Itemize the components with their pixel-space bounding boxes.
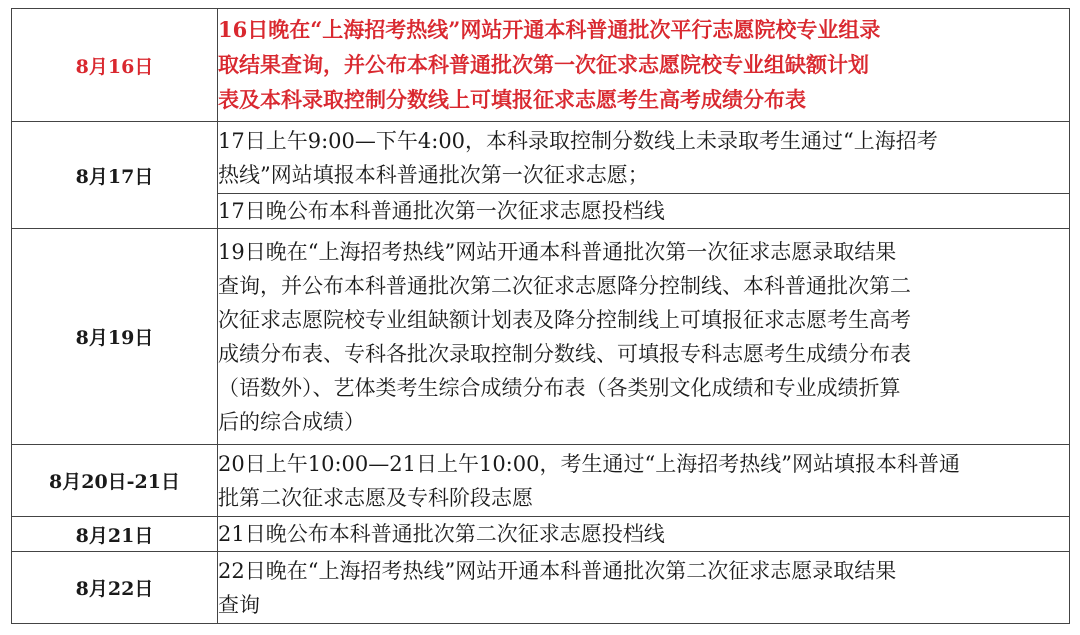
description-cell: 17日上午9:00—下午4:00，本科录取控制分数线上未录取考生通过“上海招考 热线”网站填报本科普通批次第一次征求志愿； [218, 122, 1070, 194]
description-cell: 16日晚在“上海招考热线”网站开通本科普通批次平行志愿院校专业组录 取结果查询，并公布本科普通批次第一次征求志愿院校专业组缺额计划 表及本科录取控制分数线上可填报征求志愿考生高考成绩分布表 [218, 9, 1070, 122]
description-cell: 21日晚公布本科普通批次第二次征求志愿投档线 [218, 517, 1070, 552]
date-cell: 8月19日 [12, 229, 218, 445]
table-row [12, 122, 1070, 194]
description-cell: 19日晚在“上海招考热线”网站开通本科普通批次第一次征求志愿录取结果 查询，并公布本科普通批次第二次征求志愿降分控制线、本科普通批次第二 次征求志愿院校专业组缺额计划表及降分控制线上可填报征求志愿考生高考 成绩分布表、专科各批次录取控制分数线、可填报专科志愿考生成绩分布表 （语数外）、艺体类考生综合成绩分布表（各类别文化成绩和专业成绩折算 后的综合成绩） [218, 229, 1070, 445]
table-row [12, 552, 1070, 624]
description-cell: 22日晚在“上海招考热线”网站开通本科普通批次第二次征求志愿录取结果 查询 [218, 552, 1070, 624]
description-cell: 17日晚公布本科普通批次第一次征求志愿投档线 [218, 194, 1070, 229]
admission-schedule-table [11, 8, 1070, 624]
date-cell: 8月22日 [12, 552, 218, 624]
date-cell: 8月21日 [12, 517, 218, 552]
table-row [12, 517, 1070, 552]
date-cell: 8月17日 [12, 122, 218, 229]
table-row [12, 229, 1070, 445]
date-cell: 8月20日-21日 [12, 445, 218, 517]
table-row [12, 9, 1070, 122]
table-row [12, 445, 1070, 517]
description-cell: 20日上午10:00—21日上午10:00，考生通过“上海招考热线”网站填报本科普通 批第二次征求志愿及专科阶段志愿 [218, 445, 1070, 517]
date-cell: 8月16日 [12, 9, 218, 122]
